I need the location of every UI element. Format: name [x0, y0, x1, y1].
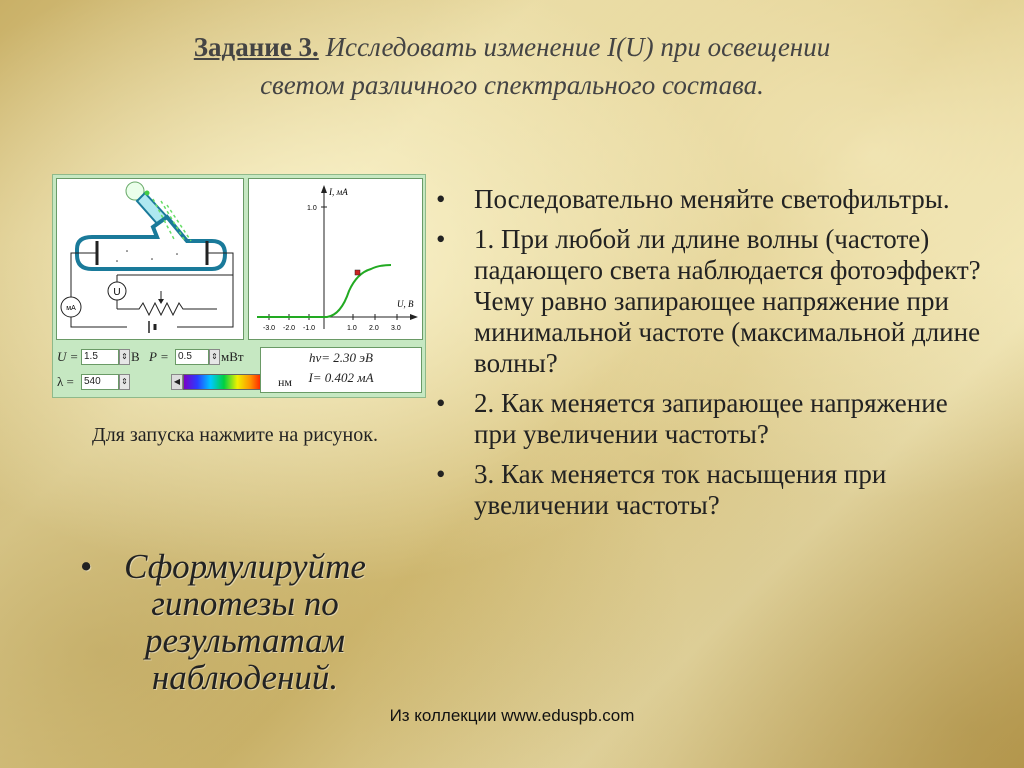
p-unit: мВт: [221, 349, 244, 364]
y-tick-label: 1.0: [307, 205, 317, 212]
list-item: • Последовательно меняйте светофильтры.: [436, 184, 950, 214]
iv-graph: [249, 179, 422, 339]
source-footer: Из коллекции www.eduspb.com: [389, 706, 635, 725]
power-input[interactable]: 0.5: [175, 349, 209, 365]
photon-energy-readout: hν= 2.30 эВ: [309, 350, 373, 365]
x-tick-label: 3.0: [391, 325, 401, 332]
u-unit: В: [131, 349, 140, 364]
x-tick-label: -2.0: [283, 325, 296, 332]
photoeffect-simulation[interactable]: [52, 174, 426, 398]
voltage-spinner[interactable]: ⇕: [119, 349, 130, 365]
task-number: Задание 3.: [193, 32, 319, 62]
u-label: U =: [57, 349, 79, 364]
question-list: [432, 184, 992, 530]
voltage-input[interactable]: 1.5: [81, 349, 119, 365]
spectrum-left-button[interactable]: ◀: [171, 374, 183, 390]
lambda-label: λ =: [57, 374, 74, 389]
wavelength-input[interactable]: 540: [81, 374, 119, 390]
power-spinner[interactable]: ⇕: [209, 349, 220, 365]
y-axis-label: I, мА: [329, 187, 348, 197]
x-tick-label: 2.0: [369, 325, 379, 332]
ammeter-label: мА: [66, 305, 76, 312]
operating-point: [355, 270, 360, 275]
x-tick-label: 1.0: [347, 325, 357, 332]
iv-graph-panel: [248, 178, 423, 340]
list-item: • 3. Как меняется ток насыщения при увеличении частоты?: [436, 459, 887, 520]
title-line-1: Исследовать изменение I(U) при освещении: [318, 32, 831, 62]
p-label: P =: [149, 349, 169, 364]
x-axis-label: U, В: [397, 299, 414, 309]
voltmeter-label: U: [113, 287, 121, 298]
slide-title: [0, 28, 1024, 104]
wavelength-spinner[interactable]: ⇕: [119, 374, 130, 390]
x-tick-label: -3.0: [263, 325, 276, 332]
hypothesis-text: Сформулируйте гипотезы по результатам наблюдений.: [124, 547, 366, 697]
bullet-icon: •: [80, 547, 93, 586]
lambda-unit: нм: [278, 375, 293, 389]
x-tick-label: -1.0: [303, 325, 316, 332]
circuit-panel: [56, 178, 244, 340]
list-item: • 2. Как меняется запирающее напряжение при увеличении частоты?: [436, 388, 948, 449]
launch-caption: Для запуска нажмите на рисунок.: [92, 424, 378, 446]
hypothesis-prompt: [80, 548, 410, 696]
title-line-2: светом различного спектрального состава.: [260, 70, 764, 100]
circuit-diagram: [57, 179, 243, 339]
current-readout: I= 0.402 мА: [308, 370, 374, 385]
spectrum-slider[interactable]: [183, 374, 265, 390]
list-item: • 1. При любой ли длине волны (частоте) падающего света наблюдается фотоэффект? Чему равно запирающее напряжение при минимальной частоте (максимальной длине волны?: [436, 224, 981, 378]
